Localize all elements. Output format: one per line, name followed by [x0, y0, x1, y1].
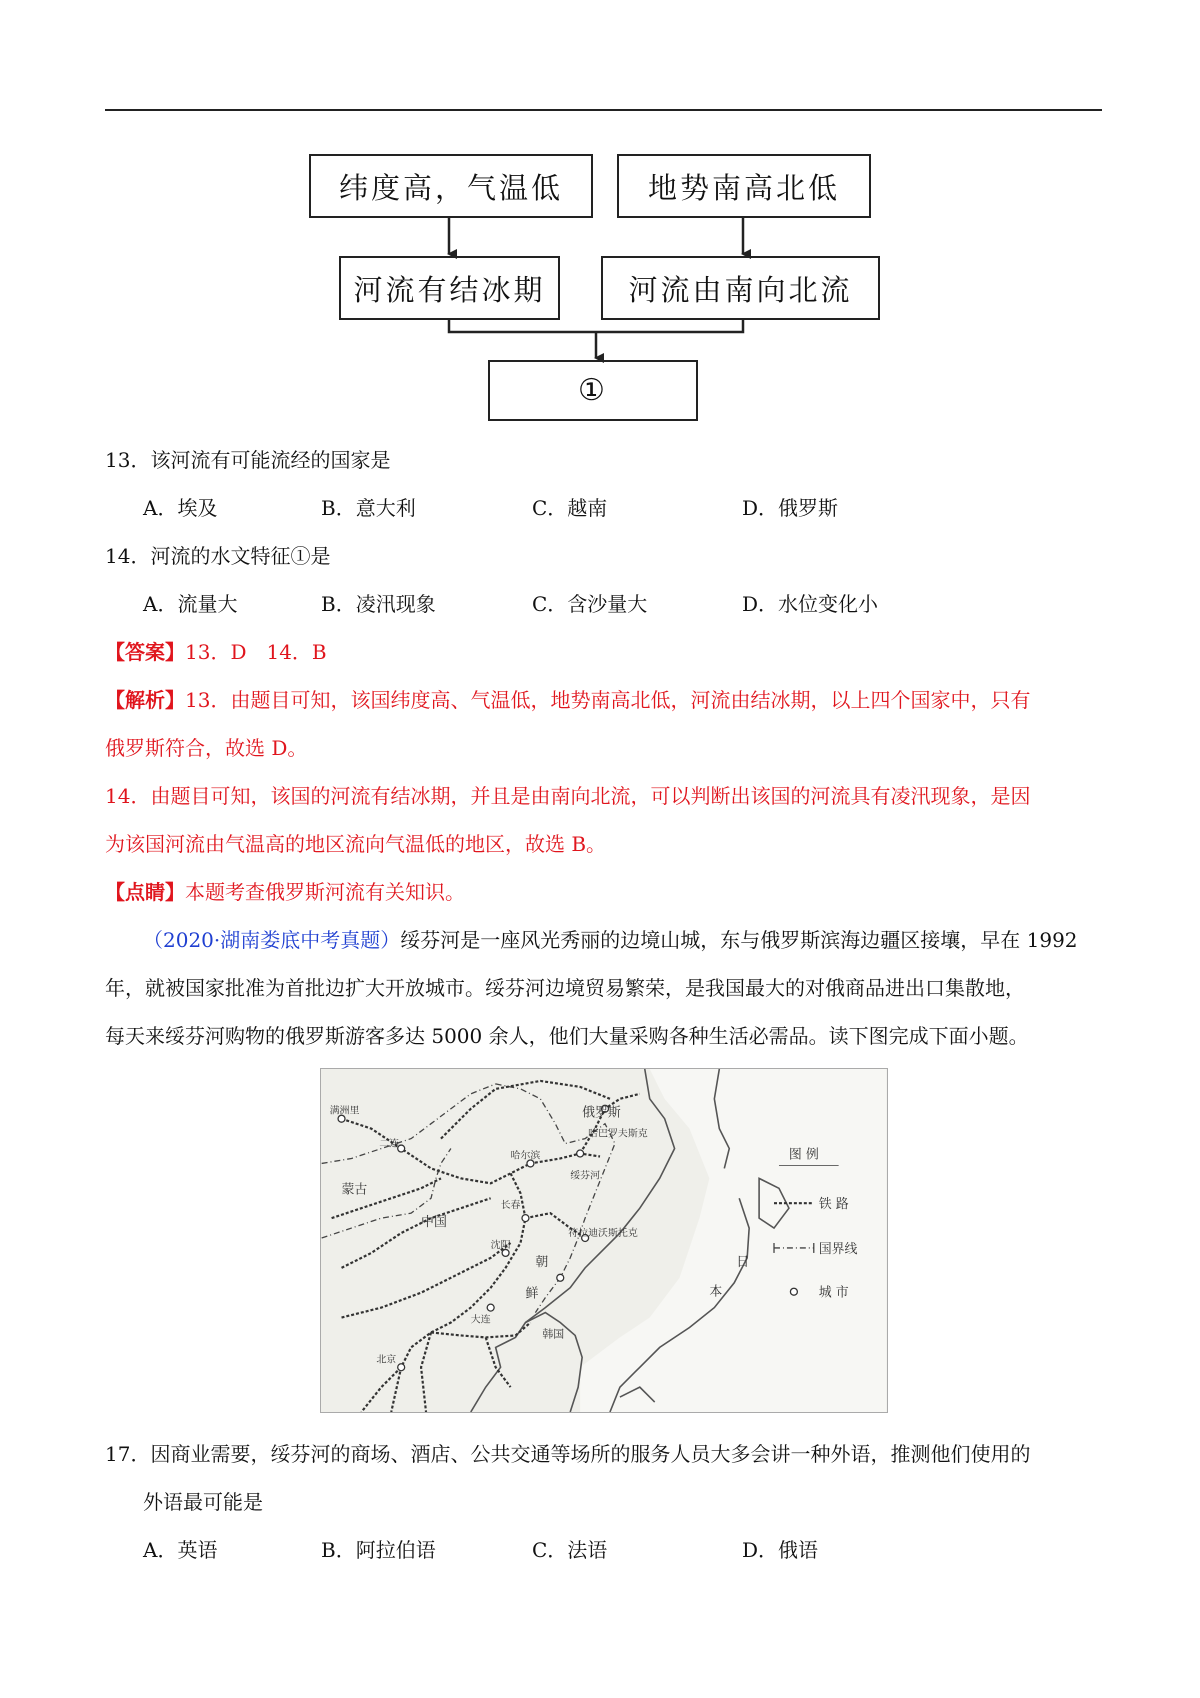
analysis-line-4: 为该国河流由气温高的地区流向气温低的地区，故选 B。	[105, 832, 607, 856]
map-label-mongolia: 蒙古	[341, 1182, 368, 1198]
analysis-line-1	[105, 688, 1030, 712]
analysis-tag: 【解析】	[105, 688, 185, 712]
answer-text: 13．D 14．B	[185, 640, 327, 664]
passage-line-3: 每天来绥芬河购物的俄罗斯游客多达 5000 余人，他们大量采购各种生活必需品。读下图完成下面小题。	[105, 1024, 1029, 1048]
map-label-china: 中国	[421, 1215, 447, 1231]
question-14-option-c: C．含沙量大	[532, 592, 648, 616]
passage-line-2: 年，就被国家批准为首批边扩大开放城市。绥芬河边境贸易繁荣，是我国最大的对俄商品进出口集散地，	[105, 976, 1025, 1000]
question-17-option-a: A．英语	[143, 1538, 218, 1562]
analysis-text-1: 13．由题目可知，该国纬度高、气温低，地势南高北低，河流由结冰期，以上四个国家中，只有	[185, 688, 1031, 712]
map-label-harbin: 哈尔滨	[510, 1150, 541, 1162]
map-legend-title: 图 例	[788, 1147, 819, 1163]
map-label-shenyang: 沈阳	[490, 1239, 511, 1251]
question-17-stem-2: 外语最可能是	[143, 1490, 263, 1514]
question-17-stem-1: 17．因商业需要，绥芬河的商场、酒店、公共交通等场所的服务人员大多会讲一种外语，推测他们使用的	[105, 1442, 1031, 1466]
map-legend-border: 国界线	[818, 1241, 858, 1257]
map-drawing	[321, 1069, 887, 1412]
map-label-korea: 韩国	[542, 1327, 565, 1341]
question-13-option-c: C．越南	[532, 496, 608, 520]
comment-tag: 【点睛】	[105, 880, 185, 904]
question-13-option-a: A．埃及	[143, 496, 218, 520]
passage-line-1	[143, 928, 1078, 952]
map-label-suifenhe: 绥芬河	[570, 1170, 601, 1182]
comment-text: 本题考查俄罗斯河流有关知识。	[185, 880, 465, 904]
map-legend-city: 城 市	[818, 1285, 849, 1301]
question-17-option-d: D．俄语	[742, 1538, 819, 1562]
map-label-beijing: 北京	[376, 1354, 397, 1366]
map-label-vladivostok: 符拉迪沃斯托克	[568, 1228, 638, 1240]
map-label-xian: 鲜	[525, 1286, 539, 1302]
answer-line	[105, 640, 327, 664]
passage-text-1: 绥芬河是一座风光秀丽的边境山城，东与俄罗斯滨海边疆区接壤，早在 1992	[400, 928, 1078, 952]
diagram-box-terrain: 地势南高北低	[617, 154, 871, 218]
question-17-option-c: C．法语	[532, 1538, 608, 1562]
question-13-option-b: B．意大利	[321, 496, 416, 520]
map-label-manzhouli: 满洲里	[329, 1105, 360, 1117]
passage-source: （2020·湖南娄底中考真题）	[143, 928, 401, 952]
map-label-changchun: 长春	[500, 1200, 521, 1212]
question-13-stem: 13．该河流有可能流经的国家是	[105, 448, 391, 472]
analysis-line-3: 14．由题目可知，该国的河流有结冰期，并且是由南向北流，可以判断出该国的河流具有凌汛现象，是因	[105, 784, 1031, 808]
question-13-option-d: D．俄罗斯	[742, 496, 839, 520]
map-label-khabarovsk: 哈巴罗夫斯克	[588, 1128, 648, 1140]
question-14-option-a: A．流量大	[143, 592, 238, 616]
map-label-ben: 本	[709, 1284, 723, 1300]
question-17-option-b: B．阿拉伯语	[321, 1538, 436, 1562]
map-label-russia: 俄罗斯	[582, 1105, 621, 1121]
question-14-option-d: D．水位变化小	[742, 592, 879, 616]
map-legend-rail: 铁 路	[818, 1197, 849, 1213]
diagram-arrows	[0, 0, 1200, 440]
map-label-ri: 日	[736, 1254, 750, 1270]
diagram-box-freezing: 河流有结冰期	[339, 256, 560, 320]
diagram-box-flow-direction: 河流由南向北流	[601, 256, 880, 320]
question-14-option-b: B．凌汛现象	[321, 592, 436, 616]
map-label-chao: 朝	[535, 1254, 549, 1270]
map-label-erlian: 二连	[379, 1138, 400, 1150]
analysis-line-2: 俄罗斯符合，故选 D。	[105, 736, 308, 760]
question-14-stem: 14．河流的水文特征①是	[105, 544, 331, 568]
diagram-box-latitude: 纬度高，气温低	[309, 154, 593, 218]
diagram-box-answer: ①	[488, 360, 698, 421]
answer-tag: 【答案】	[105, 640, 185, 664]
comment-line	[105, 880, 465, 904]
northeast-asia-map	[320, 1068, 888, 1413]
map-label-dalian: 大连	[470, 1314, 491, 1326]
